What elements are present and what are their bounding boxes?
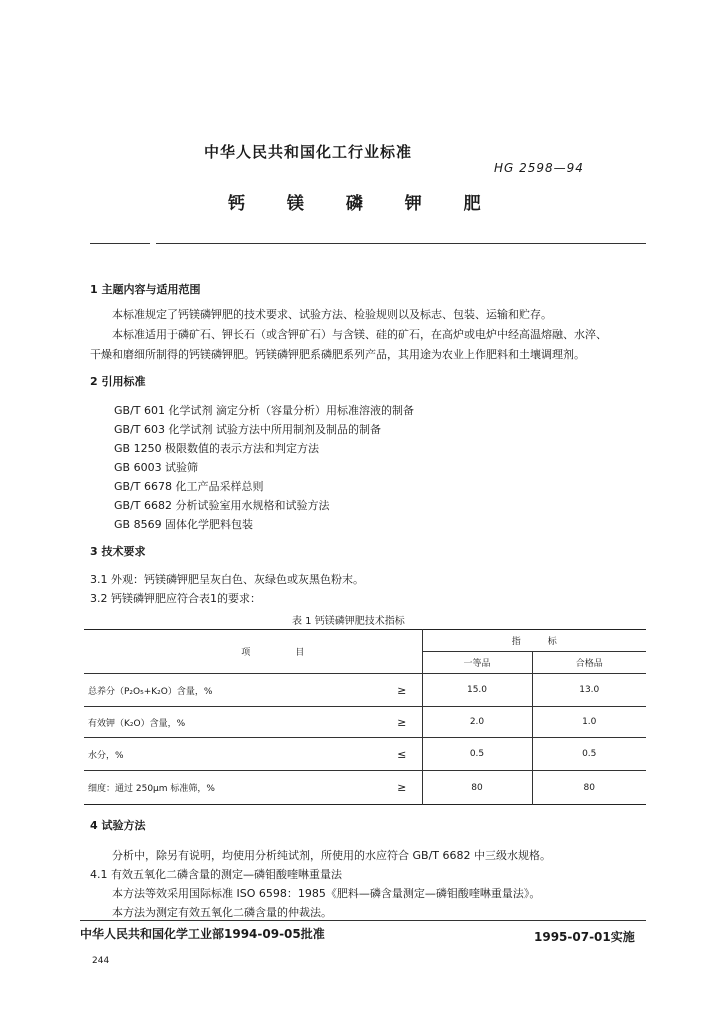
footer-rule <box>80 920 646 921</box>
section-3-heading: 3 技术要求 <box>90 545 146 558</box>
section-4-1-paragraph-a: 本方法等效采用国际标准 ISO 6598：1985《肥料—磷含量测定—磷钼酸喹啉重量法》。 <box>112 887 541 900</box>
table-header-index: 指 标 <box>422 630 646 652</box>
section-4-1-paragraph-b: 本方法为测定有效五氧化二磷含量的仲裁法。 <box>112 906 332 919</box>
table-header-item: 项 目 <box>84 630 422 674</box>
section-1-paragraph-2b: 干燥和磨细所制得的钙镁磷钾肥。钙镁磷钾肥系磷肥系列产品，其用途为农业上作肥料和土壤调理剂。 <box>90 348 585 361</box>
table-cell-operator: ≥ <box>397 781 407 794</box>
table-cell-grade2: 0.5 <box>532 738 646 771</box>
spec-table <box>84 629 646 805</box>
table-row <box>84 707 646 738</box>
table-cell-grade2: 80 <box>532 771 646 805</box>
reference-item: GB/T 601 化学试剂 滴定分析（容量分析）用标准溶液的制备 <box>114 404 414 417</box>
reference-item: GB/T 603 化学试剂 试验方法中所用制剂及制品的制备 <box>114 423 381 436</box>
table-cell-grade2: 13.0 <box>532 674 646 707</box>
section-4-heading: 4 试验方法 <box>90 819 146 832</box>
section-4-1-heading: 4.1 有效五氧化二磷含量的测定—磷钼酸喹啉重量法 <box>90 868 342 881</box>
section-1-paragraph-2a: 本标准适用于磷矿石、钾长石（或含钾矿石）与含镁、硅的矿石，在高炉或电炉中经高温熔融、水淬、 <box>112 328 607 341</box>
table-row <box>84 738 646 771</box>
section-4-paragraph: 分析中，除另有说明，均使用分析纯试剂，所使用的水应符合 GB/T 6682 中三级水规格。 <box>112 849 551 862</box>
reference-item: GB/T 6678 化工产品采样总则 <box>114 480 264 493</box>
reference-item: GB 8569 固体化学肥料包装 <box>114 518 254 531</box>
table-row <box>84 771 646 805</box>
standard-category-title: 中华人民共和国化工行业标准 <box>204 143 413 161</box>
table-cell-grade1: 0.5 <box>422 738 532 771</box>
table-cell-grade1: 2.0 <box>422 707 532 738</box>
table-cell-item: 总养分（P₂O₅+K₂O）含量，% <box>88 686 213 697</box>
section-1-heading: 1 主题内容与适用范围 <box>90 283 201 296</box>
table-cell-item: 有效钾（K₂O）含量，% <box>88 718 186 729</box>
table-caption: 表 1 钙镁磷钾肥技术指标 <box>292 616 405 627</box>
table-row <box>84 674 646 707</box>
table-cell-item: 细度：通过 250μm 标准筛，% <box>88 784 215 794</box>
table-cell-operator: ≤ <box>397 747 407 761</box>
reference-item: GB 6003 试验筛 <box>114 461 199 474</box>
standard-code: HG 2598—94 <box>494 161 584 175</box>
reference-item: GB/T 6682 分析试验室用水规格和试验方法 <box>114 499 330 512</box>
document-title: 钙 镁 磷 钾 肥 <box>228 194 499 214</box>
section-3-1: 3.1 外观：钙镁磷钾肥呈灰白色、灰绿色或灰黑色粉末。 <box>90 573 364 586</box>
section-1-paragraph-1: 本标准规定了钙镁磷钾肥的技术要求、试验方法、检验规则以及标志、包装、运输和贮存。 <box>112 308 552 321</box>
header-rule-short <box>90 243 150 244</box>
table-cell-grade1: 80 <box>422 771 532 805</box>
table-cell-grade2: 1.0 <box>532 707 646 738</box>
header-rule-long <box>156 243 646 244</box>
table-cell-grade1: 15.0 <box>422 674 532 707</box>
reference-item: GB 1250 极限数值的表示方法和判定方法 <box>114 442 320 455</box>
section-2-heading: 2 引用标准 <box>90 375 146 388</box>
section-3-2: 3.2 钙镁磷钾肥应符合表1的要求： <box>90 592 261 605</box>
table-cell-operator: ≥ <box>397 715 407 729</box>
page-number: 244 <box>92 956 110 966</box>
table-cell-operator: ≥ <box>397 683 407 697</box>
approval-authority: 中华人民共和国化学工业部1994-09-05批准 <box>80 927 325 941</box>
effective-date: 1995-07-01实施 <box>534 930 635 944</box>
table-cell-item: 水分，% <box>88 750 124 761</box>
table-header-grade2: 合格品 <box>532 652 646 674</box>
table-header-grade1: 一等品 <box>422 652 532 674</box>
